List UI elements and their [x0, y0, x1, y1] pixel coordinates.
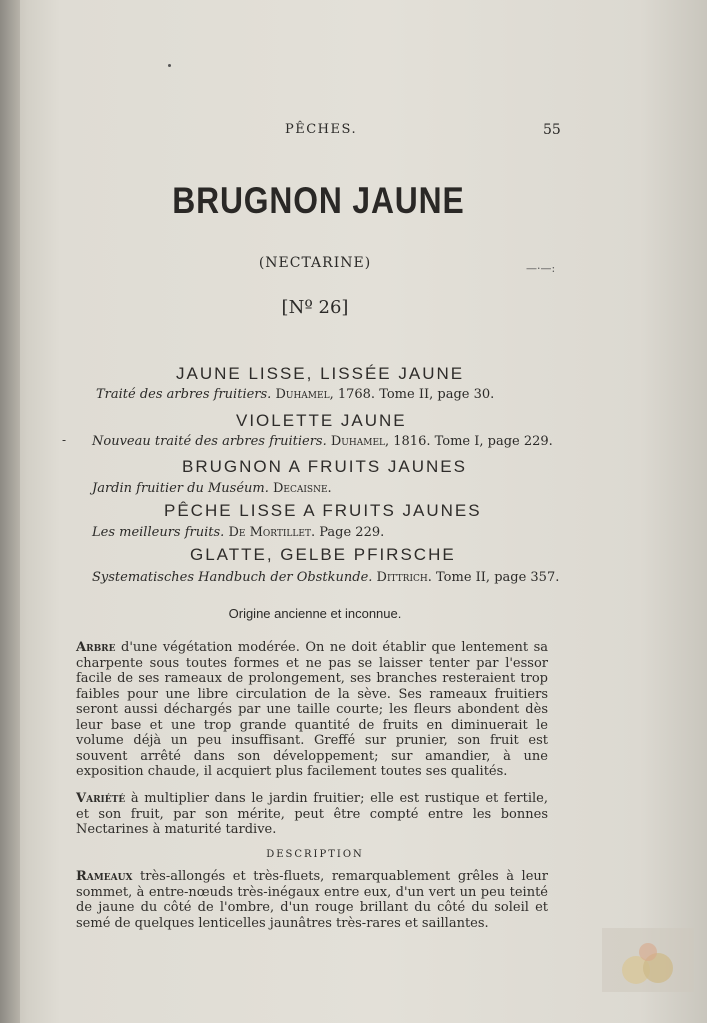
- origin-line: Origine ancienne et inconnue.: [228, 606, 402, 621]
- paragraph-text: à multiplier dans le jardin fruitier; elle est rustique et fertile, et son fruit, par son mérite, peut être compté entre les bonnes Nectarines à maturité tardive.: [76, 791, 548, 837]
- reference-details: . Page 229.: [310, 525, 385, 540]
- entry-number: [Nº 26]: [281, 297, 349, 318]
- reference-details: .: [327, 481, 332, 496]
- reference-source: Traité des arbres fruitiers.: [96, 387, 272, 402]
- margin-tick: -: [62, 433, 67, 447]
- ink-speck: [168, 64, 171, 67]
- synonym-reference: [96, 387, 494, 402]
- reference-source: Jardin fruitier du Muséum.: [92, 481, 269, 496]
- synonym-reference: [92, 434, 553, 449]
- paragraph-variete: [76, 791, 548, 838]
- paragraph-lead: Rameaux: [76, 869, 133, 884]
- reference-author: Duhamel: [275, 387, 330, 402]
- paragraph-lead: Arbre: [76, 640, 116, 655]
- page-subtitle: (NECTARINE): [258, 255, 372, 271]
- synonym-reference: [92, 481, 332, 496]
- synonym-reference: [92, 525, 384, 540]
- reference-details: , 1816. Tome I, page 229.: [385, 434, 553, 449]
- reference-author: Decaisne: [273, 481, 328, 496]
- reference-details: . Tome II, page 357.: [427, 570, 560, 585]
- margin-mark: —·—:: [526, 262, 556, 275]
- page-number: 55: [543, 122, 561, 138]
- paragraph-lead: Variété: [76, 791, 126, 806]
- reference-details: , 1768. Tome II, page 30.: [329, 387, 495, 402]
- synonym-reference: [92, 570, 559, 585]
- reference-author: Dittrich: [376, 570, 428, 585]
- running-title: PÊCHES.: [285, 122, 358, 137]
- synonym-name: PÊCHE LISSE A FRUITS JAUNES: [164, 501, 482, 520]
- synonym-name: BRUGNON A FRUITS JAUNES: [182, 457, 467, 476]
- synonym-name: GLATTE, GELBE PFIRSCHE: [190, 545, 456, 564]
- reference-source: Systematisches Handbuch der Obstkunde.: [92, 570, 373, 585]
- synonym-name: JAUNE LISSE, LISSÉE JAUNE: [176, 364, 465, 383]
- fruit-watermark-logo: [602, 928, 694, 992]
- reference-author: Duhamel: [330, 434, 385, 449]
- paragraph-arbre: [76, 640, 548, 780]
- synonym-name: VIOLETTE JAUNE: [236, 411, 407, 430]
- paragraph-text: très-allongés et très-fluets, remarquablement grêles à leur sommet, à entre-nœuds très-inégaux entre eux, d'un vert un peu teinté de jaune du côté de l'ombre, d'un rouge brillant du côté du soleil et semé de quelques lenticelles jaunâtres très-rares et saillantes.: [76, 869, 548, 931]
- paragraph-rameaux: [76, 869, 548, 931]
- description-heading: DESCRIPTION: [266, 849, 364, 860]
- reference-source: Nouveau traité des arbres fruitiers.: [92, 434, 327, 449]
- page-gutter: [0, 0, 20, 1023]
- paragraph-text: d'une végétation modérée. On ne doit établir que lentement sa charpente sous toutes formes et ne pas se laisser tenter par l'essor facile de ses rameaux de prolongement, ses branches resteraient trop faibles pour une libre circulation de la sève. Ses rameaux fruitiers seront aussi déchargés par une taille courte; les fleurs abondent dès leur base et une trop grande quantité de fruits en diminuerait le volume déjà un peu insuffisant. Greffé sur prunier, son fruit est souvent arrêté dans son développement; sur amandier, à une exposition chaude, il acquiert plus facilement toutes ses qualités.: [76, 640, 548, 779]
- reference-author: De Mortillet: [228, 525, 311, 540]
- page-title: BRUGNON JAUNE: [172, 180, 465, 221]
- reference-source: Les meilleurs fruits.: [92, 525, 225, 540]
